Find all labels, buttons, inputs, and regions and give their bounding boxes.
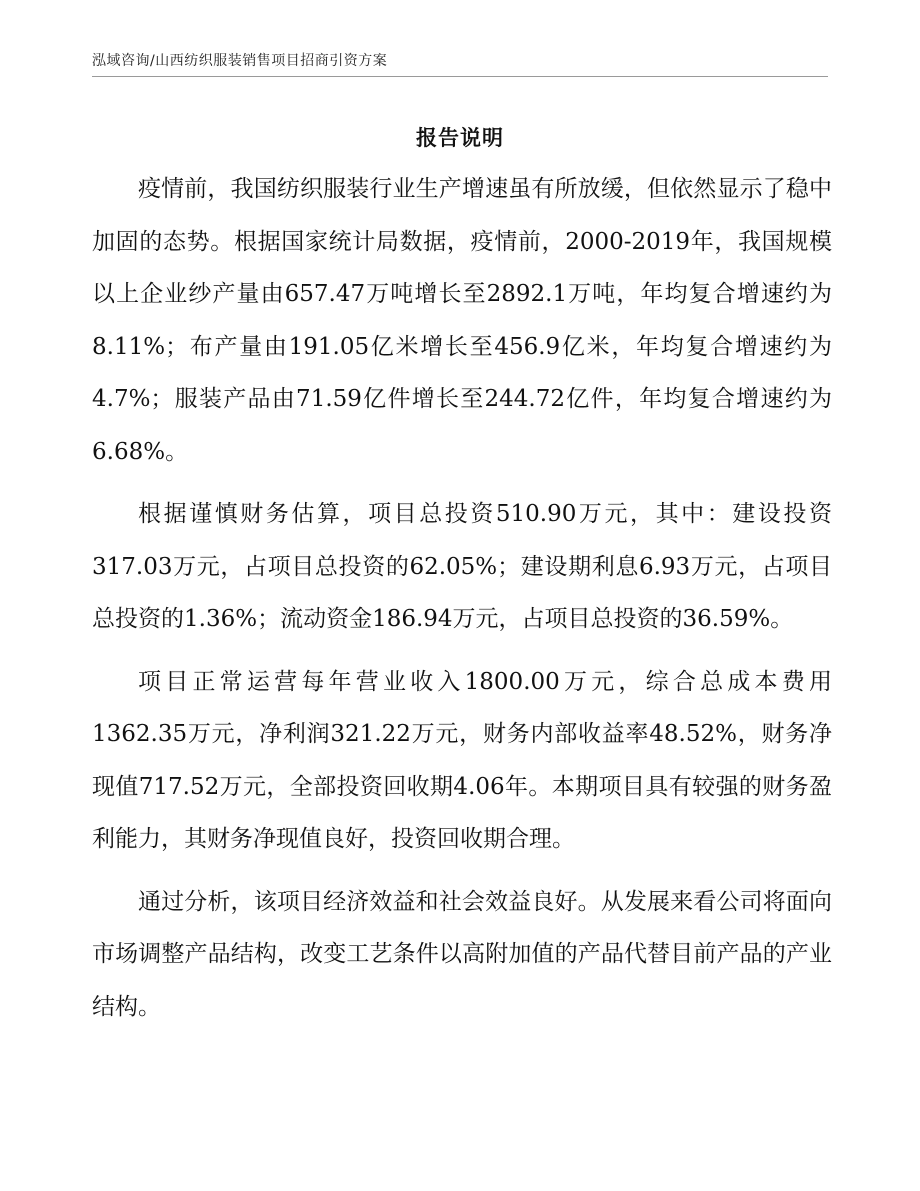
header-divider: [92, 76, 828, 77]
paragraph-4: 通过分析，该项目经济效益和社会效益良好。从发展来看公司将面向市场调整产品结构，改变工艺条件以高附加值的产品代替目前产品的产业结构。: [92, 888, 832, 1020]
page-header: 泓域咨询/山西纺织服装销售项目招商引资方案: [92, 53, 388, 69]
paragraph-1: 疫情前，我国纺织服装行业生产增速虽有所放缓，但依然显示了稳中加固的态势。根据国家统计局数据，疫情前，2000-2019年，我国规模以上企业纱产量由657.47万吨增长至2892.1万吨，年均复合增速约为8.11%；布产量由191.05亿米增长至456.9亿米，年均复合增速约为4.7%；服装产品由71.59亿件增长至244.72亿件，年均复合增速约为6.68%。: [92, 176, 832, 465]
paragraph-3: 项目正常运营每年营业收入1800.00万元，综合总成本费用1362.35万元，净利润321.22万元，财务内部收益率48.52%，财务净现值717.52万元，全部投资回收期4.06年。本期项目具有较强的财务盈利能力，其财务净现值良好，投资回收期合理。: [92, 668, 832, 852]
document-body: [92, 163, 832, 1043]
paragraph-2: 根据谨慎财务估算，项目总投资510.90万元，其中：建设投资317.03万元，占项目总投资的62.05%；建设期利息6.93万元，占项目总投资的1.36%；流动资金186.94万元，占项目总投资的36.59%。: [92, 501, 832, 632]
page-title: 报告说明: [416, 126, 504, 150]
